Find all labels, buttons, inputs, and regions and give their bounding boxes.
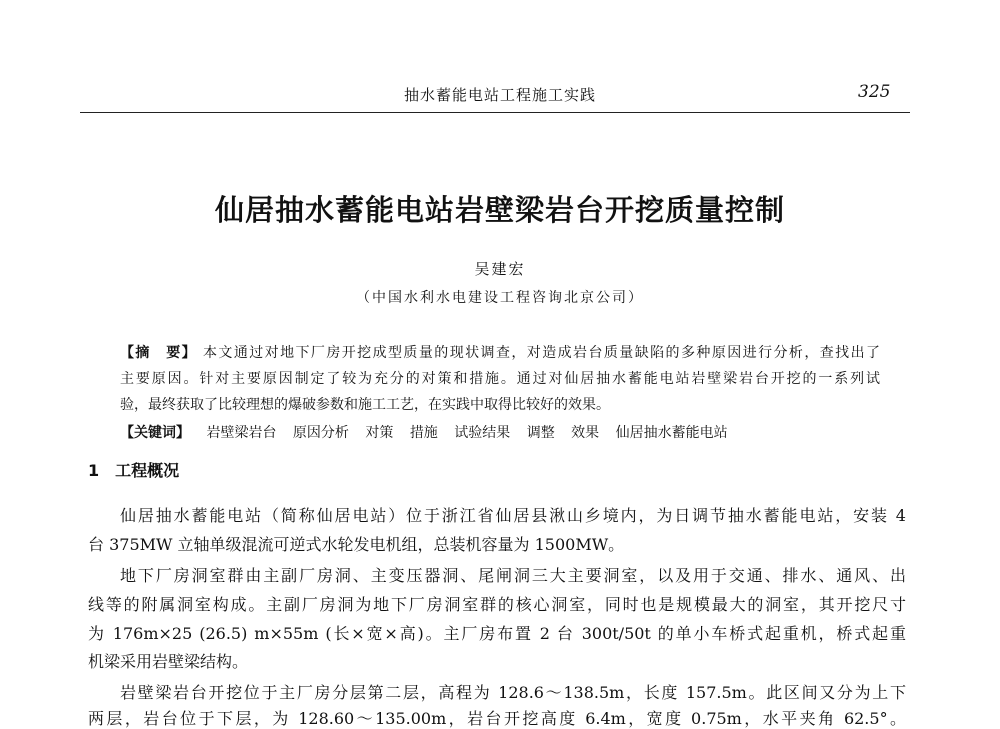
- keyword: 对策: [365, 425, 394, 441]
- body-line: 机梁采用岩壁梁结构。: [88, 652, 249, 671]
- keyword: 效果: [571, 425, 600, 441]
- affiliation: （中国水利水电建设工程咨询北京公司）: [356, 290, 644, 306]
- author: 吴建宏: [474, 260, 526, 278]
- abstract-text: 本文通过对地下厂房开挖成型质量的现状调查，对造成岩台质量缺陷的多种原因进行分析，查找出了: [202, 345, 881, 361]
- header-rule: [80, 112, 910, 113]
- keyword: 试验结果: [454, 425, 511, 441]
- body-line: 为 176m×25 (26.5) m×55m (长×宽×高)。主厂房布置 2 台 300t/50t 的单小车桥式起重机，桥式起重: [88, 624, 906, 643]
- page-number: 325: [858, 82, 891, 102]
- keyword: 原因分析: [292, 425, 349, 441]
- body-line: 岩壁梁岩台开挖位于主厂房分层第二层，高程为 128.6～138.5m，长度 157.5m。此区间又分为上下: [120, 683, 906, 702]
- keywords-label: 【关键词】: [120, 425, 190, 441]
- abstract-label: 【摘 要】: [120, 345, 198, 361]
- keyword: 岩壁梁岩台: [206, 425, 277, 441]
- section-heading: 1 工程概况: [88, 461, 180, 480]
- article-title: 仙居抽水蓄能电站岩壁梁岩台开挖质量控制: [214, 193, 785, 227]
- body-line: 台 375MW 立轴单级混流可逆式水轮发电机组，总装机容量为 1500MW。: [88, 535, 625, 554]
- body-line: 仙居抽水蓄能电站（简称仙居电站）位于浙江省仙居县湫山乡境内，为日调节抽水蓄能电站，安装 4: [120, 506, 906, 525]
- abstract-line: [120, 342, 880, 362]
- abstract-line: 验，最终获取了比较理想的爆破参数和施工工艺，在实践中取得比较好的效果。: [120, 397, 610, 413]
- running-header: 抽水蓄能电站工程施工实践: [403, 86, 596, 104]
- keywords: [120, 422, 740, 442]
- body-line: 两层，岩台位于下层，为 128.60～135.00m，岩台开挖高度 6.4m，宽度 0.75m，水平夹角 62.5°。: [88, 709, 906, 728]
- keyword: 仙居抽水蓄能电站: [615, 425, 728, 441]
- body-line: 线等的附属洞室构成。主副厂房洞为地下厂房洞室群的核心洞室，同时也是规模最大的洞室，其开挖尺寸: [88, 595, 906, 614]
- keyword: 措施: [409, 425, 438, 441]
- abstract-line: 主要原因。针对主要原因制定了较为充分的对策和措施。通过对仙居抽水蓄能电站岩壁梁岩台开挖的一系列试: [120, 371, 880, 387]
- keyword: 调整: [526, 425, 555, 441]
- body-line: 地下厂房洞室群由主副厂房洞、主变压器洞、尾闸洞三大主要洞室，以及用于交通、排水、通风、出: [120, 566, 906, 585]
